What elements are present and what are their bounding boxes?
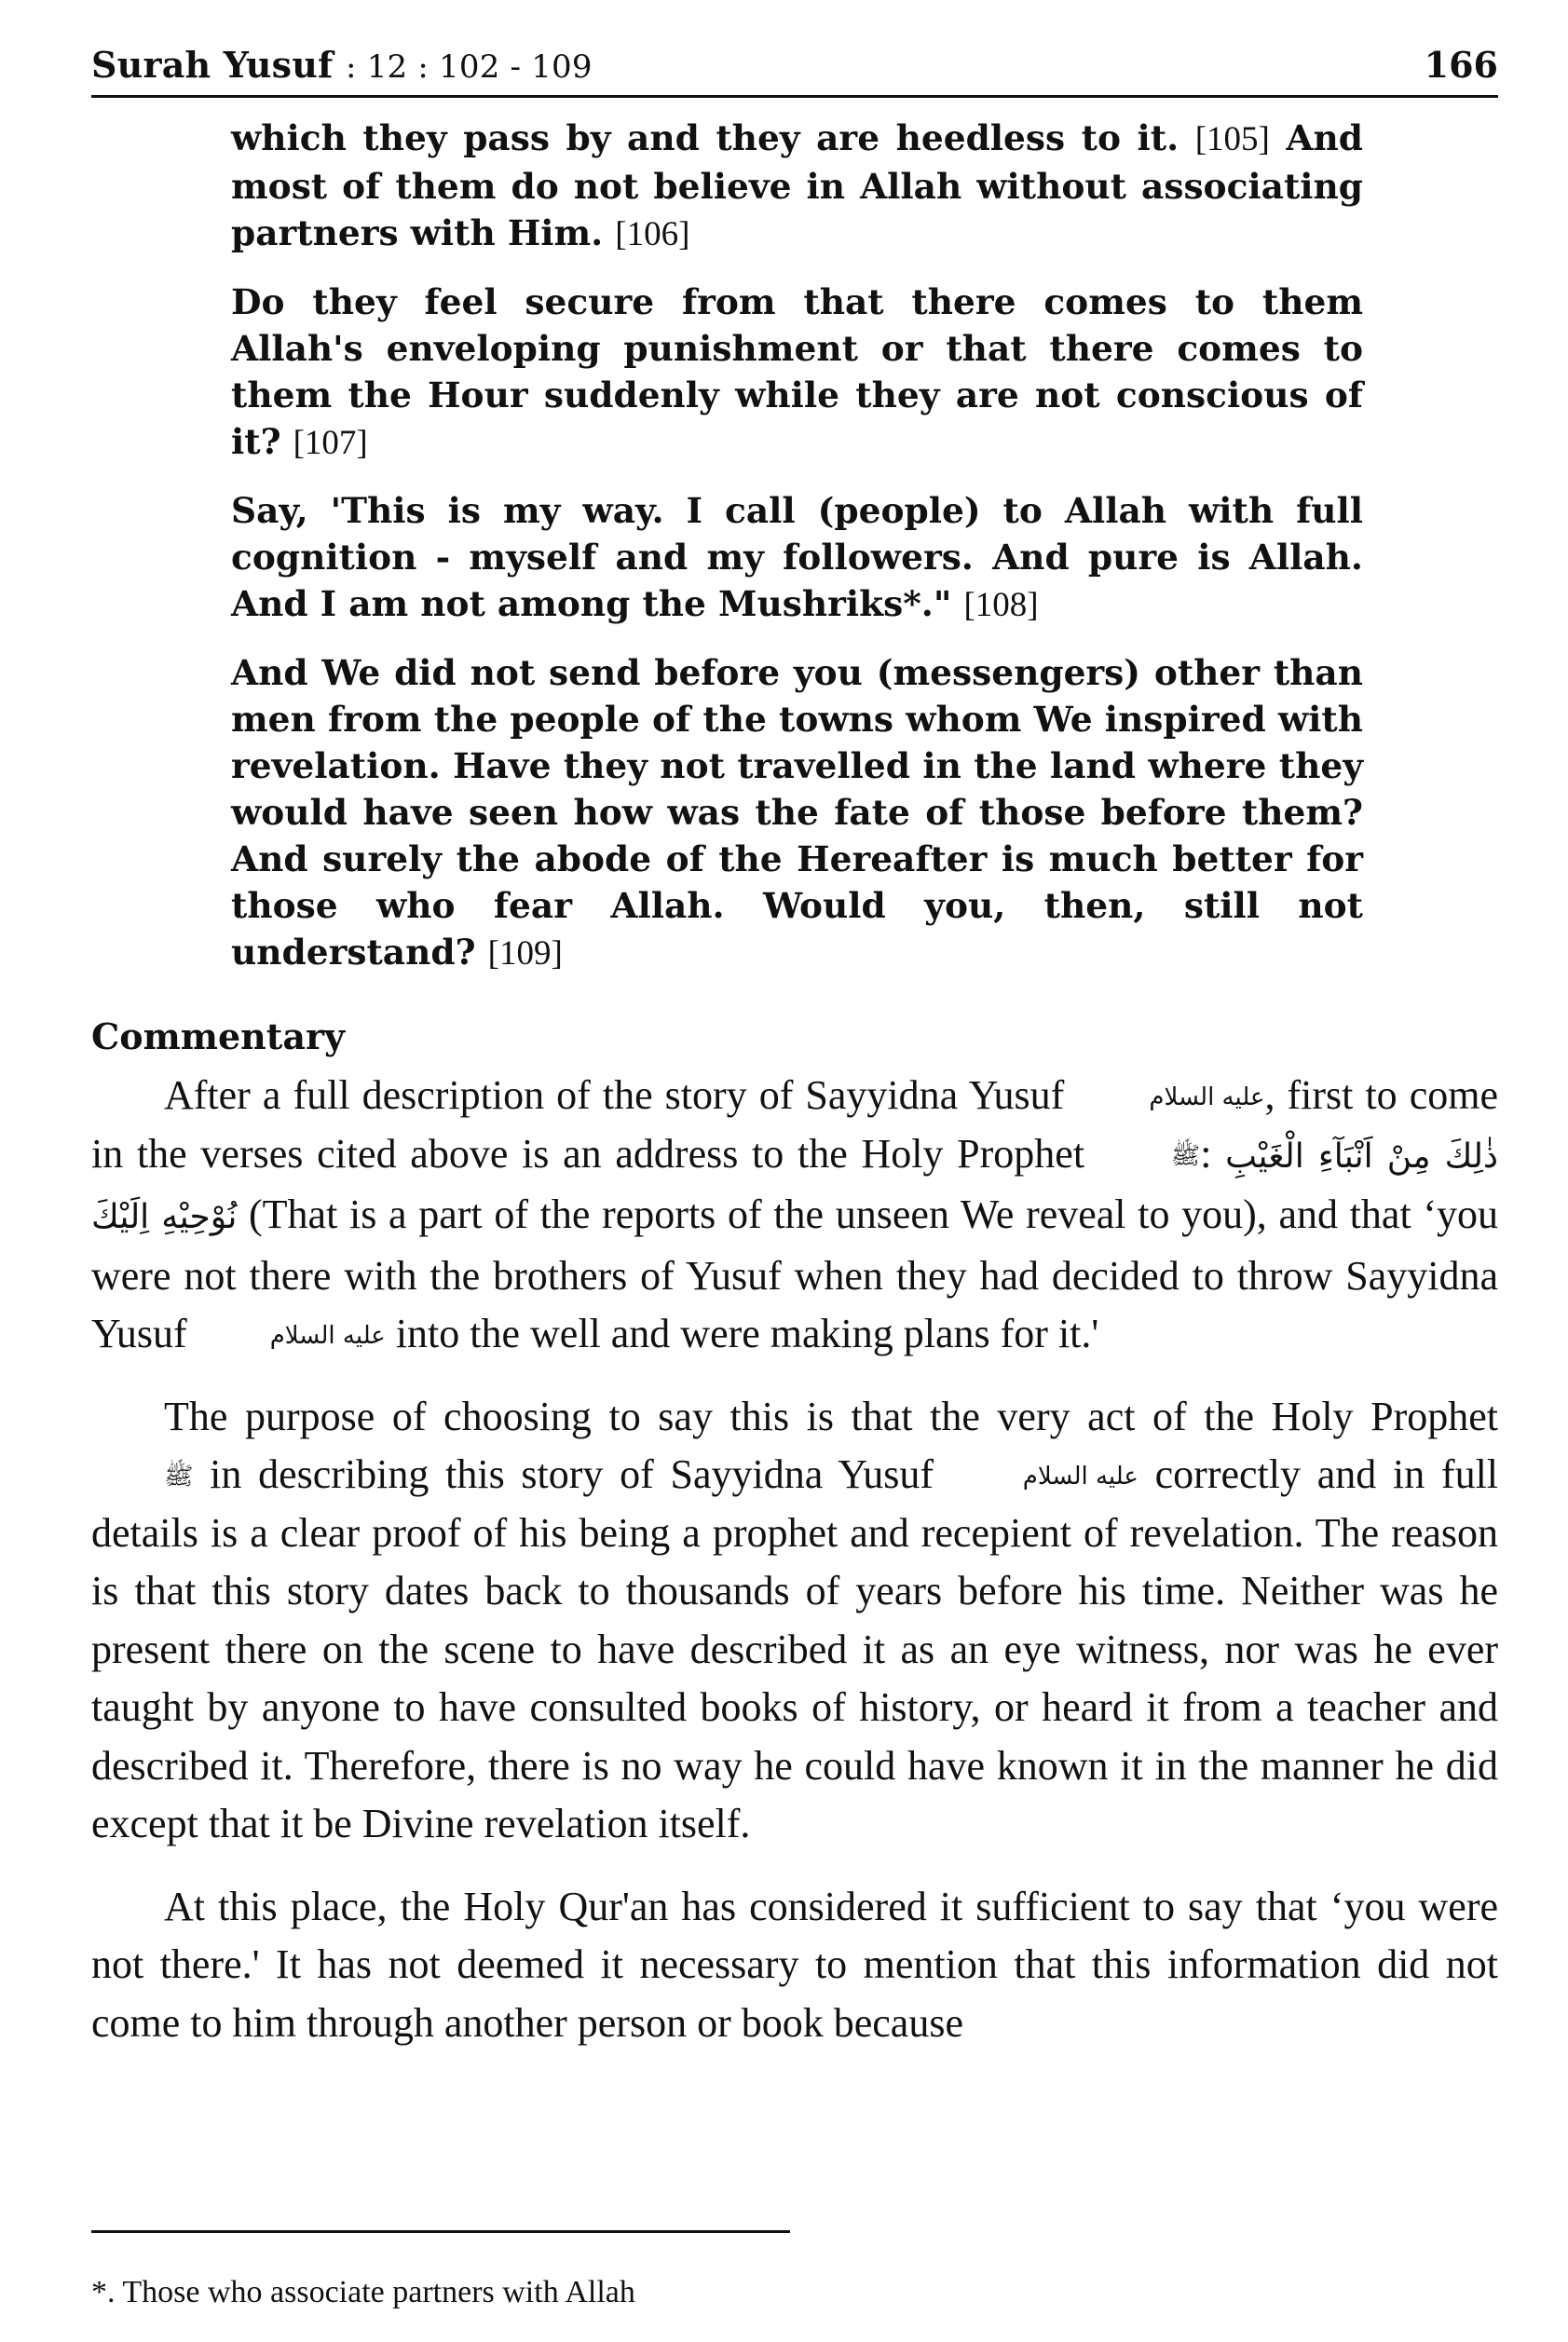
book-page <box>91 35 1499 2309</box>
honorific-salawat-icon: ﷺ <box>1170 1141 1201 1170</box>
commentary-paragraph <box>91 1388 1498 1854</box>
translation-paragraph <box>231 279 1363 467</box>
verse-number: [109] <box>487 934 563 973</box>
commentary-text: in describing this story of Sayyidna Yusuf <box>210 1451 934 1497</box>
translation-text: Do they feel secure from that there comes to them Allah's enveloping punishment or that there comes to them the Hour suddenly while they are not conscious of it? <box>231 281 1363 462</box>
verse-number: [106] <box>615 215 690 253</box>
translation-text: And most of them do not believe in Allah without associating partners with Him. <box>231 117 1363 253</box>
commentary-text: , first to come in the verses cited above is an address to the Holy Prophet <box>91 1072 1499 1177</box>
translation-paragraph <box>231 487 1363 629</box>
honorific-alaihissalam-icon: عليه السلام <box>269 1322 386 1350</box>
commentary-text: After a full description of the story of Sayyidna Yusuf <box>164 1072 1065 1118</box>
commentary-text: (That is a part of the reports of the unseen We reveal to you), and that ‘you were not there with the brothers of Yusuf when they had decided to throw Sayyidna Yusuf <box>91 1191 1499 1356</box>
honorific-salawat-icon: ﷺ <box>164 1463 194 1491</box>
commentary-text: The purpose of choosing to say this is that the very act of the Holy Prophet <box>164 1393 1498 1439</box>
translation-text: which they pass by and they are heedless to it. <box>231 117 1179 158</box>
commentary-text: correctly and in full details is a clear proof of his being a prophet and recepient of revelation. The reason is that this story dates back to thousands of years before his time. Neither was he present there on the scene to have described it as an eye witness, nor was he ever taught by anyone to have consulted books of history, or heard it from a teacher and described it. Therefore, there is no way he could have known it in the manner he did except that it be Divine revelation itself. <box>91 1451 1499 1846</box>
commentary-paragraph: At this place, the Holy Qur'an has considered it sufficient to say that ‘you were not there.' It has not deemed it necessary to mention that this information did not come to him through another person or book because <box>91 1883 1498 2046</box>
honorific-alaihissalam-icon: عليه السلام <box>1149 1083 1265 1111</box>
verse-number: [107] <box>293 424 368 462</box>
verse-number: [105] <box>1194 120 1270 158</box>
running-header <box>91 35 1498 98</box>
commentary-text: : <box>1200 1130 1212 1177</box>
translation-text: And We did not send before you (messengers) other than men from the people of the towns whom We inspired with revelation. Have they not travelled in the land where they would have seen how was the fate of those before them? And surely the abode of the Hereafter is much better for those who fear Allah. Would you, then, still not understand? <box>231 652 1363 973</box>
page-number: 166 <box>1424 44 1498 86</box>
verse-number: [108] <box>963 586 1039 624</box>
verse-translation <box>231 115 1363 977</box>
verse-range: : 12 : 102 - 109 <box>346 48 593 86</box>
running-title <box>91 44 593 86</box>
translation-text: Say, 'This is my way. I call (people) to Allah with full cognition - myself and my followers. And pure is Allah. And I am not among the Mushriks*." <box>231 490 1363 624</box>
footnote-divider <box>91 2230 790 2233</box>
surah-title: Surah Yusuf <box>91 44 334 86</box>
translation-paragraph <box>231 649 1363 977</box>
footnote: *. Those who associate partners with Allah <box>91 2275 635 2309</box>
honorific-alaihissalam-icon: عليه السلام <box>1022 1463 1139 1491</box>
commentary-heading: Commentary <box>91 1015 346 1057</box>
arabic-quote: ذٰلِكَ مِنْ اَنْبَآءِ الْغَيْبِ نُوْحِيْهِ اِلَيْكَ <box>91 1137 1498 1236</box>
translation-paragraph <box>231 115 1363 258</box>
commentary-text: into the well and were making plans for it.' <box>395 1311 1099 1356</box>
commentary-body <box>91 1067 1498 2052</box>
commentary-paragraph <box>91 1067 1498 1364</box>
